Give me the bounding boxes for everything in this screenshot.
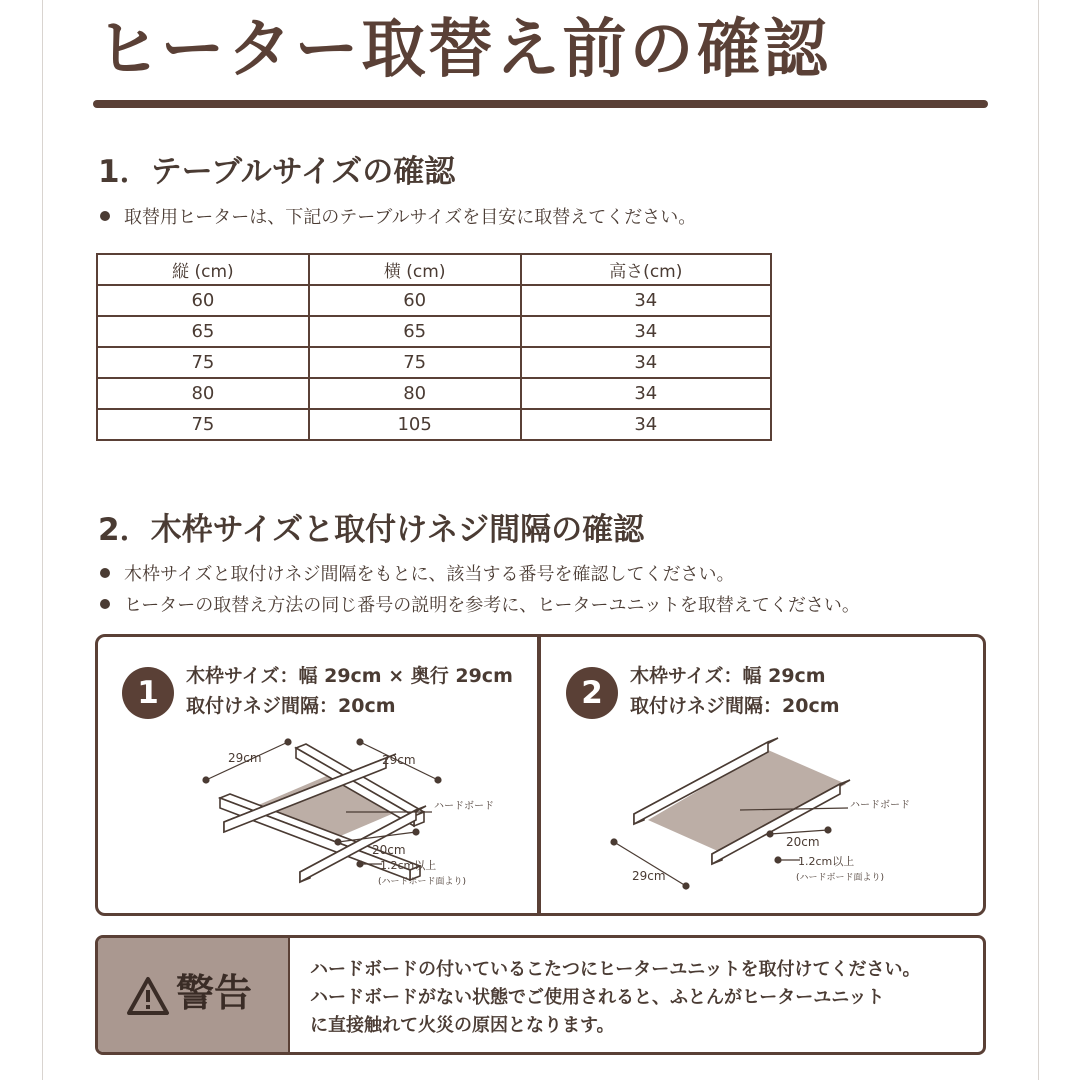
cell-height: 34: [521, 409, 771, 440]
option-2-frame-size: 木枠サイズ：幅 29cm: [630, 665, 826, 687]
warning-label-panel: [98, 938, 290, 1052]
cell-length: 80: [97, 378, 309, 409]
cell-width: 80: [309, 378, 521, 409]
clearance-label: 1.2cm以上: [380, 859, 437, 872]
dim-screw-label: 20cm: [786, 835, 820, 849]
clearance-note: (ハードボード面より): [378, 877, 467, 887]
cell-width: 105: [309, 409, 521, 440]
header-height: 高さ(cm): [521, 254, 771, 285]
warning-triangle-icon: [126, 976, 170, 1016]
option-1-frame-diagram: [196, 726, 526, 906]
option-1-frame-size: 木枠サイズ：幅 29cm × 奥行 29cm: [186, 665, 513, 687]
warning-title: 警告: [176, 971, 253, 1015]
bullet-dot: [100, 599, 110, 609]
dim-screw-label: 20cm: [372, 843, 406, 857]
cell-length: 65: [97, 316, 309, 347]
title-underline: [93, 100, 988, 108]
table-header-row: [97, 254, 771, 285]
bullet-text: 取替用ヒーターは、下記のテーブルサイズを目安に取替えてください。: [124, 207, 697, 228]
table-row: [97, 316, 771, 347]
table-row: [97, 378, 771, 409]
warning-line: ハードボードがない状態でご使用されると、ふとんがヒーターユニット: [310, 987, 885, 1008]
cell-length: 75: [97, 347, 309, 378]
option-1-number-badge: 1: [122, 667, 174, 719]
cell-width: 75: [309, 347, 521, 378]
bullet-dot: [100, 568, 110, 578]
header-length: 縦 (cm): [97, 254, 309, 285]
section-1-heading: 1．テーブルサイズの確認: [98, 154, 456, 190]
cell-height: 34: [521, 316, 771, 347]
cell-length: 60: [97, 285, 309, 316]
table-row: [97, 347, 771, 378]
cell-height: 34: [521, 378, 771, 409]
clearance-note: (ハードボード面より): [796, 873, 885, 883]
warning-line: に直接触れて火災の原因となります。: [310, 1015, 615, 1036]
hardboard-label: ハードボード: [434, 801, 494, 812]
option-2-frame-diagram: [600, 730, 960, 900]
bullet-dot: [100, 211, 110, 221]
bullet-text: ヒーターの取替え方法の同じ番号の説明を参考に、ヒーターユニットを取替えてください。: [124, 595, 860, 616]
section-2-bullet-2: [100, 594, 860, 618]
bullet-text: 木枠サイズと取付けネジ間隔をもとに、該当する番号を確認してください。: [124, 564, 735, 585]
page-border-left: [42, 0, 43, 1080]
warning-text: [310, 956, 921, 1040]
clearance-label: 1.2cm以上: [798, 855, 855, 868]
option-2-number-badge: 2: [566, 667, 618, 719]
option-1-screw-spacing: 取付けネジ間隔：20cm: [186, 695, 396, 717]
section-2-bullet-1: [100, 563, 735, 587]
dim-width-label: 29cm: [632, 869, 666, 883]
warning-box: [95, 935, 986, 1055]
cell-width: 60: [309, 285, 521, 316]
cell-height: 34: [521, 347, 771, 378]
table-row: [97, 285, 771, 316]
cell-height: 34: [521, 285, 771, 316]
cell-width: 65: [309, 316, 521, 347]
page-border-right: [1038, 0, 1039, 1080]
table-size-table: [96, 253, 772, 441]
dim-width-label: 29cm: [228, 751, 262, 765]
header-width: 横 (cm): [309, 254, 521, 285]
hardboard-label: ハードボード: [850, 800, 910, 811]
option-2-screw-spacing: 取付けネジ間隔：20cm: [630, 695, 840, 717]
warning-line: ハードボードの付いているこたつにヒーターユニットを取付けてください。: [310, 959, 921, 980]
section-2-heading: 2．木枠サイズと取付けネジ間隔の確認: [98, 512, 645, 548]
dim-depth-label: 29cm: [382, 753, 416, 767]
cell-length: 75: [97, 409, 309, 440]
page-title: ヒーター取替え前の確認: [96, 13, 831, 87]
option-divider: [537, 634, 541, 916]
section-1-bullet: [100, 206, 696, 230]
table-row: [97, 409, 771, 440]
